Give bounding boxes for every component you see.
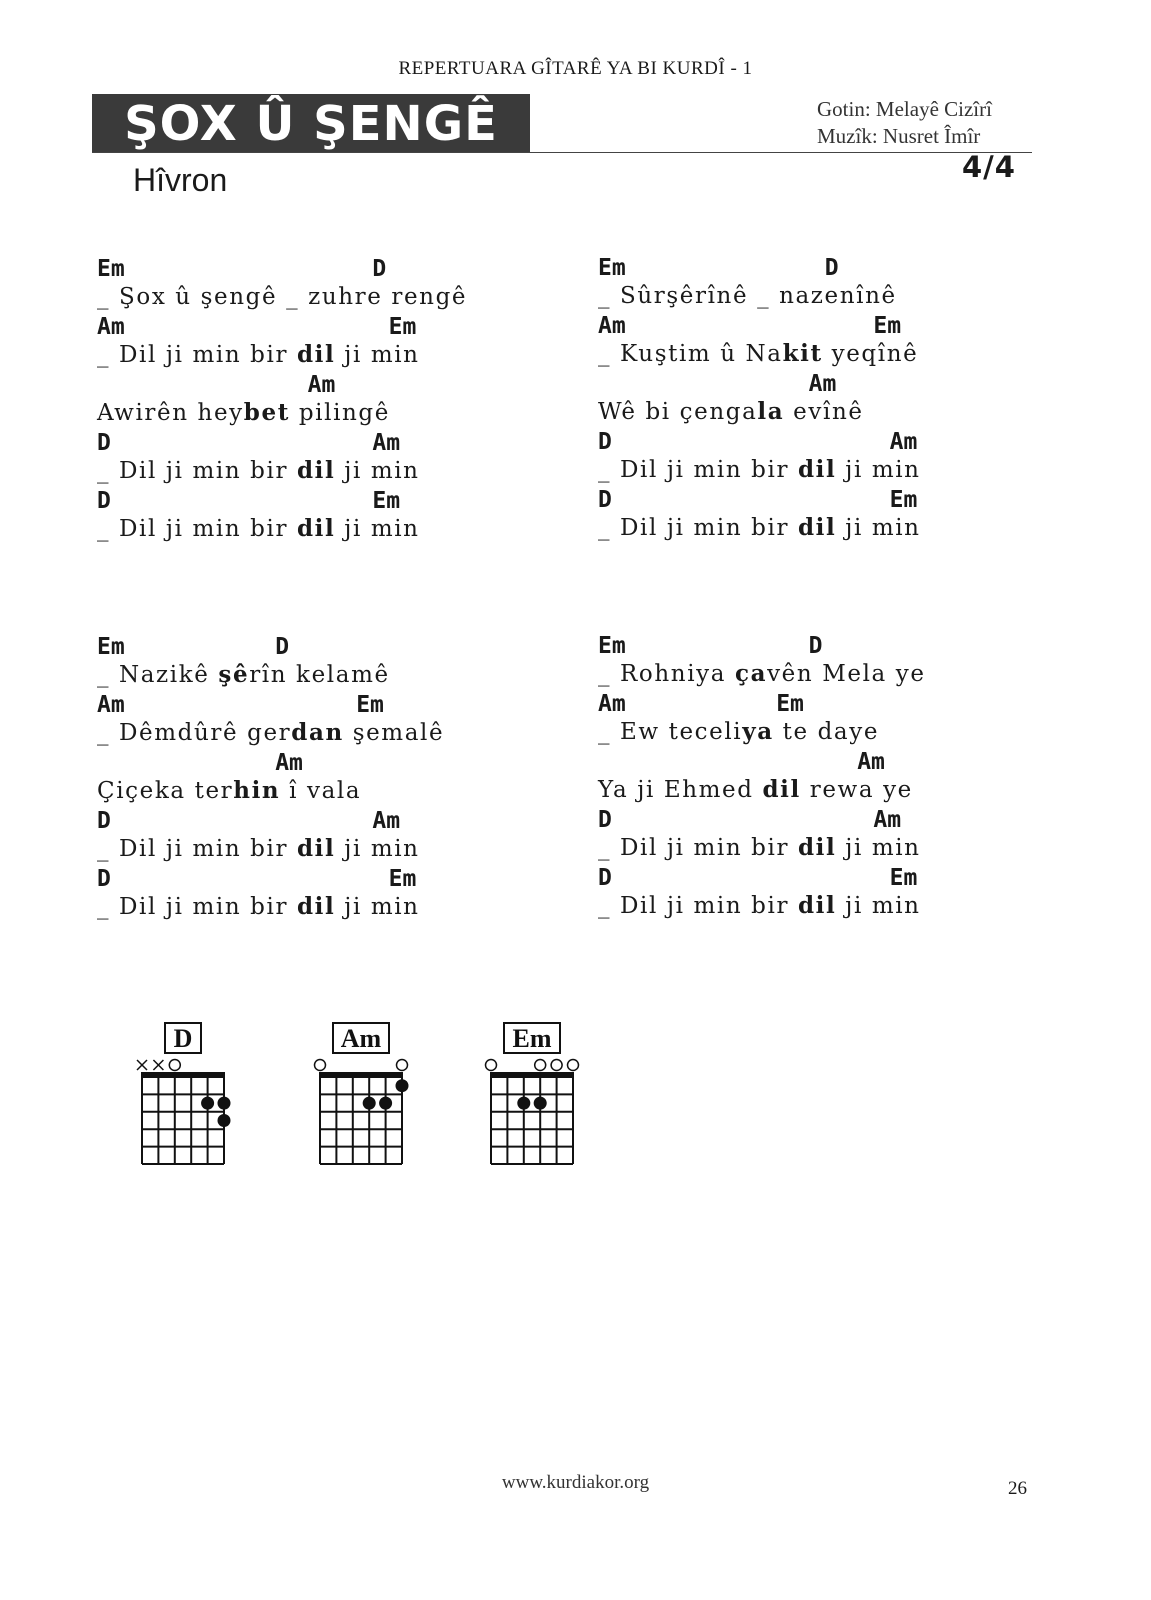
lyric-text: pilingê [289, 400, 390, 426]
lyric-text: _ Kuştim û Na [598, 341, 783, 367]
stressed-syllable: dil [797, 456, 837, 483]
song-title: ŞOX Û ŞENGÊ [124, 96, 498, 152]
chord-symbol: Am [307, 372, 336, 398]
stanza-2 [598, 255, 1078, 545]
lyric-line [598, 281, 1078, 313]
time-signature: 4/4 [962, 150, 1016, 184]
chord-line [97, 866, 577, 892]
chord-symbol: Em [598, 633, 626, 659]
chord-symbol: Em [873, 313, 902, 339]
stressed-syllable: la [757, 398, 785, 425]
lyric-text: _ Dil ji min bir [598, 835, 798, 861]
chord-symbol: D [598, 865, 612, 891]
lyric-text: _ Dêmdûrê ger [97, 720, 292, 746]
lyric-text: rewa ye [800, 777, 913, 803]
open-string-marker [486, 1060, 497, 1071]
stressed-syllable: dil [797, 892, 837, 919]
lyric-text: _ Dil ji min bir [97, 836, 297, 862]
stressed-syllable: dil [296, 835, 336, 862]
chord-symbol: Em [388, 314, 417, 340]
finger-dot [517, 1097, 530, 1110]
chord-symbol: Am [857, 749, 885, 775]
lyric-text: ji min [335, 836, 420, 862]
chord-name: Am [340, 1024, 382, 1053]
lyric-text: ji min [836, 515, 921, 541]
chord-symbol: Em [776, 691, 804, 717]
finger-dot [201, 1097, 214, 1110]
chord-symbol: D [808, 633, 823, 659]
chord-line [598, 807, 1078, 833]
muted-string-marker [137, 1060, 147, 1070]
open-string-marker [535, 1060, 546, 1071]
chord-line [97, 430, 577, 456]
stressed-syllable: dan [291, 719, 344, 746]
chord-symbol: Am [808, 371, 837, 397]
lyric-text: _ Şox û şengê _ zuhre rengê [97, 284, 468, 310]
chord-symbol: D [598, 807, 612, 833]
lyric-text: _ Dil ji min bir [97, 458, 297, 484]
finger-dot [363, 1097, 376, 1110]
chord-symbol: Em [388, 866, 417, 892]
chord-symbol: D [97, 866, 111, 892]
finger-dot [396, 1079, 409, 1092]
stanza-3 [97, 634, 577, 924]
chord-symbol: Am [598, 691, 626, 717]
chord-symbol: D [275, 634, 290, 660]
chord-line [598, 371, 1078, 397]
lyric-line [97, 660, 577, 692]
chord-symbol: Am [97, 692, 125, 718]
chord-name: D [173, 1024, 193, 1053]
chord-symbol: Am [97, 314, 125, 340]
lyric-line [97, 834, 577, 866]
chord-symbol: Am [889, 429, 918, 455]
finger-dot [218, 1114, 231, 1127]
stressed-syllable: dil [762, 776, 801, 803]
chord-name: Em [512, 1024, 552, 1053]
lyric-line [598, 659, 1078, 691]
lyric-text: î vala [280, 778, 362, 804]
chord-symbol: Em [97, 634, 125, 660]
lyric-text: vên Mela ye [767, 661, 926, 687]
lyric-text: Wê bi çenga [598, 399, 758, 425]
lyric-line [598, 339, 1078, 371]
lyric-line [598, 833, 1078, 865]
lyric-line [97, 456, 577, 488]
chord-line [97, 256, 577, 282]
chord-symbol: Em [372, 488, 401, 514]
stressed-syllable: dil [296, 515, 336, 542]
stanza-4 [598, 633, 1078, 923]
chord-symbol: Em [356, 692, 384, 718]
chord-symbol: D [598, 487, 612, 513]
stressed-syllable: dil [296, 341, 336, 368]
stressed-syllable: ya [742, 718, 774, 745]
chord-line [97, 634, 577, 660]
chord-symbol: Em [97, 256, 125, 282]
stanza-1 [97, 256, 577, 546]
lyric-text: _ Rohniya [598, 661, 735, 687]
lyric-text: _ Dil ji min bir [97, 342, 297, 368]
lyric-text: _ Dil ji min bir [97, 894, 297, 920]
chord-symbol: D [97, 808, 111, 834]
lyric-line [97, 398, 577, 430]
running-head: REPERTUARA GÎTARÊ YA BI KURDÎ - 1 [398, 58, 753, 79]
chord-line [97, 314, 577, 340]
chord-line [97, 692, 577, 718]
chord-line [598, 865, 1078, 891]
lyric-text: ji min [836, 893, 921, 919]
chord-symbol: Am [275, 750, 303, 776]
stressed-syllable: bet [243, 399, 290, 426]
open-string-marker [315, 1060, 326, 1071]
lyric-text: te daye [773, 719, 880, 745]
lyric-text: ji min [836, 457, 921, 483]
page-number: 26 [1008, 1478, 1027, 1499]
open-string-marker [551, 1060, 562, 1071]
lyric-line [97, 892, 577, 924]
lyric-line [598, 775, 1078, 807]
chord-line [598, 691, 1078, 717]
stressed-syllable: kit [782, 340, 823, 367]
chord-line [598, 429, 1078, 455]
chord-symbol: Em [889, 865, 918, 891]
stressed-syllable: dil [797, 834, 837, 861]
lyricist-credit: Gotin: Melayê Cizîrî [817, 97, 992, 121]
lyric-line [598, 397, 1078, 429]
open-string-marker [568, 1060, 579, 1071]
chord-symbol: Am [598, 313, 626, 339]
stressed-syllable: ça [734, 660, 768, 687]
lyric-text: rîn kelamê [249, 662, 390, 688]
finger-dot [379, 1097, 392, 1110]
chord-symbol: D [97, 430, 111, 456]
lyric-line [97, 340, 577, 372]
chord-symbol: D [372, 256, 387, 282]
stressed-syllable: dil [797, 514, 837, 541]
chord-line [598, 749, 1078, 775]
composer-credit: Muzîk: Nusret Îmîr [817, 124, 981, 148]
lyric-text: Ya ji Ehmed [598, 777, 763, 803]
lyric-text: ji min [335, 342, 420, 368]
lyric-line [97, 776, 577, 808]
lyric-text: ji min [335, 516, 420, 542]
lyric-text: Çiçeka ter [97, 778, 234, 804]
lyric-text: _ Dil ji min bir [598, 893, 798, 919]
chord-chart-d [128, 1020, 238, 1170]
finger-dot [534, 1097, 547, 1110]
lyric-text: _ Ew teceli [598, 719, 743, 745]
lyric-text: evînê [784, 399, 864, 425]
lyric-line [598, 891, 1078, 923]
lyric-text: Awirên hey [97, 400, 244, 426]
chord-symbol: D [598, 429, 612, 455]
lyric-text: _ Dil ji min bir [97, 516, 297, 542]
chord-line [97, 372, 577, 398]
lyric-text: ji min [335, 458, 420, 484]
chord-line [97, 750, 577, 776]
lyric-text: yeqînê [822, 341, 919, 367]
mode-label: Hîvron [133, 162, 228, 198]
open-string-marker [169, 1060, 180, 1071]
chord-symbol: Em [889, 487, 918, 513]
chord-line [97, 808, 577, 834]
chord-symbol: Am [372, 430, 401, 456]
chord-line [598, 313, 1078, 339]
chord-chart-am [306, 1020, 416, 1170]
chord-symbol: Am [372, 808, 401, 834]
lyric-line [598, 455, 1078, 487]
stressed-syllable: şê [218, 661, 250, 688]
muted-string-marker [153, 1060, 163, 1070]
open-string-marker [397, 1060, 408, 1071]
chord-line [598, 633, 1078, 659]
lyric-line [97, 514, 577, 546]
title-divider [92, 152, 1032, 153]
stressed-syllable: dil [296, 457, 336, 484]
chord-symbol: D [824, 255, 839, 281]
lyric-text: şemalê [343, 720, 445, 746]
stressed-syllable: dil [296, 893, 336, 920]
lyric-line [598, 717, 1078, 749]
lyric-line [97, 282, 577, 314]
chord-line [598, 487, 1078, 513]
lyric-text: ji min [335, 894, 420, 920]
lyric-line [97, 718, 577, 750]
stressed-syllable: hin [233, 777, 281, 804]
chord-line [598, 255, 1078, 281]
chord-chart-em [477, 1020, 587, 1170]
chord-symbol: Am [873, 807, 902, 833]
lyric-line [598, 513, 1078, 545]
chord-line [97, 488, 577, 514]
lyric-text: _ Nazikê [97, 662, 219, 688]
footer-website: www.kurdiakor.org [501, 1472, 650, 1493]
lyric-text: ji min [836, 835, 921, 861]
finger-dot [218, 1097, 231, 1110]
chord-symbol: D [97, 488, 111, 514]
lyric-text: _ Dil ji min bir [598, 457, 798, 483]
chord-symbol: Em [598, 255, 626, 281]
lyric-text: _ Sûrşêrînê _ nazenînê [598, 283, 897, 309]
lyric-text: _ Dil ji min bir [598, 515, 798, 541]
